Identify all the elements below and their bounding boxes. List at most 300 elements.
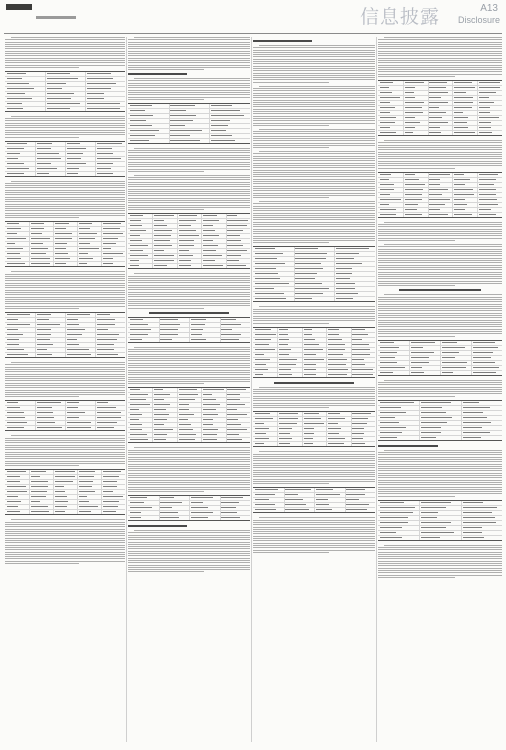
text-line — [378, 313, 502, 314]
text-line — [253, 224, 375, 225]
table-cell — [103, 501, 119, 502]
table-cell — [255, 364, 266, 365]
text-line — [5, 308, 79, 309]
table-cell — [429, 97, 440, 98]
text-line — [253, 213, 375, 214]
table-cell — [405, 199, 422, 200]
table-cell — [255, 248, 275, 249]
table-cell — [429, 87, 446, 88]
table-row — [378, 536, 502, 540]
table-cell — [346, 489, 364, 490]
table-cell — [103, 486, 117, 487]
table-cell — [421, 527, 446, 528]
table-cell — [87, 108, 120, 109]
text-line — [378, 147, 502, 148]
table-cell — [255, 298, 286, 299]
text-paragraph — [128, 78, 250, 100]
table-cell — [67, 314, 90, 315]
text-line — [128, 299, 250, 300]
text-line — [378, 493, 502, 494]
text-line — [378, 42, 502, 43]
text-line — [253, 407, 329, 408]
table-cell — [463, 412, 483, 413]
text-line — [5, 287, 125, 288]
table-cell — [103, 238, 118, 239]
text-line — [253, 111, 375, 112]
table-cell — [279, 329, 288, 330]
table-row — [128, 516, 250, 520]
table-cell — [97, 163, 114, 164]
table-cell — [405, 194, 423, 195]
table-cell — [55, 491, 65, 492]
text-line — [378, 46, 502, 47]
text-line — [128, 177, 250, 178]
text-line — [253, 140, 375, 141]
text-line — [5, 60, 125, 61]
table-cell — [170, 115, 195, 116]
table-cell — [411, 352, 435, 353]
table-cell — [37, 407, 52, 408]
section-heading — [378, 445, 438, 447]
text-line — [128, 292, 250, 293]
table-cell — [304, 339, 316, 340]
table-cell — [130, 225, 142, 226]
table-cell — [255, 273, 278, 274]
data-table — [5, 469, 125, 515]
table-cell — [55, 248, 67, 249]
table-cell — [316, 509, 332, 510]
table-cell — [67, 153, 83, 154]
table-cell — [429, 194, 441, 195]
table-cell — [421, 407, 441, 408]
table-cell — [454, 179, 470, 180]
text-line — [5, 125, 125, 126]
table-cell — [227, 419, 237, 420]
text-line — [259, 201, 375, 202]
text-line — [253, 188, 375, 189]
table-cell — [279, 423, 297, 424]
text-line — [378, 322, 502, 323]
table-cell — [37, 354, 53, 355]
table-cell — [255, 354, 264, 355]
column-rule — [251, 37, 252, 742]
text-paragraph — [5, 271, 125, 309]
table-cell — [304, 359, 324, 360]
table-cell — [103, 496, 123, 497]
text-line — [128, 195, 250, 196]
text-line — [5, 208, 125, 209]
table-cell — [255, 253, 283, 254]
table-cell — [103, 223, 121, 224]
table-cell — [411, 347, 423, 348]
table-cell — [179, 235, 199, 236]
table-cell — [304, 374, 316, 375]
table-cell — [336, 283, 355, 284]
text-line — [5, 458, 125, 459]
table-cell — [47, 78, 79, 79]
table-cell — [255, 339, 271, 340]
table-cell — [380, 87, 389, 88]
table-cell — [179, 434, 197, 435]
table-cell — [203, 240, 213, 241]
table-cell — [191, 517, 208, 518]
text-paragraph — [5, 181, 125, 219]
text-line — [5, 183, 125, 184]
text-line — [134, 347, 250, 348]
table-cell — [154, 399, 163, 400]
table-cell — [405, 122, 420, 123]
text-line — [378, 496, 455, 497]
table-cell — [55, 481, 73, 482]
text-line — [134, 530, 250, 531]
table-cell — [463, 527, 482, 528]
table-cell — [380, 132, 396, 133]
table-cell — [429, 214, 447, 215]
text-line — [378, 152, 502, 153]
text-line — [128, 546, 250, 547]
text-line — [378, 301, 502, 302]
table-cell — [47, 93, 74, 94]
table-cell — [67, 324, 80, 325]
table-cell — [380, 214, 397, 215]
table-cell — [7, 491, 27, 492]
text-line — [378, 53, 502, 54]
table-cell — [328, 339, 342, 340]
table-cell — [7, 349, 24, 350]
table-cell — [380, 412, 406, 413]
text-line — [253, 197, 329, 198]
text-line — [128, 358, 250, 359]
table-cell — [130, 250, 143, 251]
text-line — [5, 217, 79, 218]
table-cell — [405, 102, 424, 103]
table-cell — [352, 364, 365, 365]
table-cell — [227, 399, 239, 400]
table-cell — [463, 427, 483, 428]
text-line — [253, 156, 375, 157]
table-cell — [87, 93, 104, 94]
text-line — [128, 470, 250, 471]
table-cell — [227, 429, 246, 430]
table-cell — [154, 409, 166, 410]
table-cell — [154, 404, 170, 405]
table-cell — [79, 223, 93, 224]
table-cell — [429, 122, 447, 123]
table-cell — [7, 223, 19, 224]
table-cell — [463, 422, 491, 423]
text-line — [378, 572, 502, 573]
table-row — [128, 438, 250, 442]
table-cell — [454, 209, 464, 210]
text-line — [5, 137, 79, 138]
table-cell — [479, 174, 498, 175]
table-cell — [255, 499, 269, 500]
text-line — [253, 460, 375, 461]
text-line — [128, 189, 250, 190]
text-line — [378, 389, 502, 390]
table-cell — [31, 511, 49, 512]
text-line — [5, 552, 125, 553]
table-cell — [170, 120, 192, 121]
text-line — [378, 58, 502, 59]
table-cell — [191, 502, 203, 503]
data-table — [5, 312, 125, 358]
table-cell — [97, 168, 111, 169]
text-line — [253, 136, 375, 137]
text-line — [5, 549, 125, 550]
text-line — [128, 58, 250, 59]
table-cell — [154, 220, 164, 221]
text-line — [253, 123, 375, 124]
section-heading — [274, 382, 355, 384]
table-cell — [380, 199, 401, 200]
text-line — [253, 222, 375, 223]
text-line — [5, 461, 125, 462]
table-cell — [211, 140, 235, 141]
table-cell — [7, 417, 25, 418]
text-line — [378, 262, 502, 263]
table-cell — [97, 319, 116, 320]
data-table — [128, 317, 250, 343]
table-cell — [37, 314, 51, 315]
table-cell — [55, 471, 75, 472]
table-cell — [328, 364, 346, 365]
text-line — [5, 46, 125, 47]
text-line — [378, 142, 502, 143]
table-cell — [380, 112, 390, 113]
table-cell — [203, 265, 223, 266]
text-line — [128, 452, 250, 453]
table-cell — [279, 339, 289, 340]
table-cell — [473, 342, 495, 343]
table-cell — [336, 298, 353, 299]
table-row — [378, 213, 502, 217]
table-cell — [31, 476, 40, 477]
text-line — [253, 73, 375, 74]
text-line — [378, 249, 502, 250]
table-cell — [7, 329, 18, 330]
table-cell — [130, 125, 152, 126]
text-line — [5, 276, 125, 277]
table-cell — [328, 443, 344, 444]
table-cell — [380, 117, 396, 118]
text-line — [128, 354, 250, 355]
table-cell — [227, 215, 237, 216]
table-cell — [154, 230, 172, 231]
text-line — [378, 154, 502, 155]
table-cell — [130, 517, 141, 518]
table-cell — [67, 329, 85, 330]
text-line — [5, 65, 125, 66]
text-line — [11, 271, 125, 272]
table-cell — [179, 255, 193, 256]
text-line — [5, 51, 125, 52]
table-cell — [421, 517, 437, 518]
table-cell — [221, 324, 241, 325]
text-line — [253, 538, 375, 539]
table-cell — [227, 404, 244, 405]
table-cell — [380, 174, 391, 175]
table-cell — [170, 110, 185, 111]
text-line — [253, 527, 375, 528]
text-line — [378, 226, 502, 227]
table-cell — [380, 502, 404, 503]
table-cell — [352, 344, 369, 345]
table-cell — [380, 189, 394, 190]
table-cell — [479, 102, 494, 103]
text-line — [253, 470, 375, 471]
table-cell — [255, 413, 270, 414]
table-row — [5, 262, 125, 266]
text-line — [128, 482, 250, 483]
table-cell — [227, 230, 243, 231]
text-line — [253, 231, 375, 232]
table-cell — [279, 354, 289, 355]
table-cell — [479, 204, 498, 205]
table-cell — [7, 501, 22, 502]
table-cell — [79, 476, 94, 477]
text-line — [378, 570, 502, 571]
table-cell — [97, 422, 118, 423]
text-line — [378, 76, 455, 77]
text-line — [253, 547, 375, 548]
text-line — [5, 194, 125, 195]
table-cell — [227, 235, 240, 236]
table-cell — [304, 354, 317, 355]
table-cell — [346, 499, 359, 500]
table-row — [253, 508, 375, 512]
table-cell — [473, 372, 496, 373]
text-line — [378, 459, 502, 460]
text-line — [128, 97, 250, 98]
table-cell — [55, 476, 75, 477]
table-cell — [191, 334, 202, 335]
table-cell — [97, 148, 112, 149]
text-paragraph — [253, 151, 375, 198]
data-table — [253, 327, 375, 378]
table-cell — [7, 243, 16, 244]
text-line — [128, 548, 250, 549]
table-cell — [37, 153, 59, 154]
text-line — [5, 440, 125, 441]
text-line — [259, 129, 375, 130]
table-cell — [179, 424, 192, 425]
text-line — [128, 542, 250, 543]
text-line — [378, 306, 502, 307]
text-line — [378, 561, 502, 562]
text-line — [5, 531, 125, 532]
text-line — [259, 517, 375, 518]
table-cell — [154, 265, 167, 266]
text-line — [5, 39, 125, 40]
table-cell — [304, 334, 313, 335]
table-cell — [479, 214, 496, 215]
text-line — [378, 491, 502, 492]
table-cell — [295, 253, 327, 254]
table-cell — [336, 268, 352, 269]
text-line — [253, 479, 375, 480]
page-code: A13 — [480, 3, 498, 14]
text-line — [378, 281, 502, 282]
table-cell — [203, 255, 222, 256]
text-line — [5, 522, 125, 523]
table-cell — [55, 238, 72, 239]
text-line — [128, 209, 204, 210]
text-line — [253, 186, 375, 187]
table-cell — [7, 173, 24, 174]
text-line — [5, 132, 125, 133]
table-cell — [295, 248, 317, 249]
text-line — [378, 231, 502, 232]
table-cell — [179, 225, 191, 226]
text-line — [5, 190, 125, 191]
table-row — [253, 442, 375, 446]
table-cell — [154, 389, 163, 390]
table-cell — [346, 504, 369, 505]
text-line — [253, 472, 375, 473]
text-line — [5, 456, 125, 457]
text-line — [378, 258, 502, 259]
table-cell — [97, 329, 108, 330]
table-cell — [203, 399, 216, 400]
table-cell — [463, 532, 482, 533]
table-cell — [31, 248, 48, 249]
table-row — [253, 297, 375, 301]
text-line — [253, 165, 375, 166]
text-line — [253, 533, 375, 534]
table-cell — [37, 329, 52, 330]
text-line — [253, 97, 375, 98]
table-cell — [31, 238, 50, 239]
table-cell — [160, 502, 182, 503]
table-cell — [454, 117, 468, 118]
table-cell — [411, 372, 424, 373]
table-cell — [130, 507, 152, 508]
text-line — [253, 70, 375, 71]
table-cell — [429, 209, 440, 210]
text-paragraph — [253, 201, 375, 243]
table-cell — [67, 334, 82, 335]
text-line — [253, 181, 375, 182]
table-cell — [316, 499, 328, 500]
table-cell — [380, 422, 399, 423]
table-cell — [442, 347, 465, 348]
table-cell — [160, 497, 174, 498]
text-line — [253, 454, 375, 455]
table-cell — [479, 97, 489, 98]
text-line — [5, 118, 125, 119]
text-line — [128, 39, 250, 40]
table-cell — [31, 496, 46, 497]
table-cell — [255, 344, 270, 345]
table-cell — [479, 117, 499, 118]
table-cell — [279, 433, 290, 434]
text-line — [128, 287, 250, 288]
text-line — [378, 563, 502, 564]
table-cell — [255, 489, 278, 490]
table-cell — [31, 233, 43, 234]
table-cell — [79, 481, 93, 482]
table-cell — [67, 143, 80, 144]
text-line — [378, 480, 502, 481]
table-cell — [255, 374, 264, 375]
table-cell — [221, 334, 241, 335]
table-cell — [7, 88, 34, 89]
text-line — [378, 452, 502, 453]
table-cell — [255, 268, 276, 269]
table-cell — [130, 414, 142, 415]
table-cell — [154, 394, 169, 395]
